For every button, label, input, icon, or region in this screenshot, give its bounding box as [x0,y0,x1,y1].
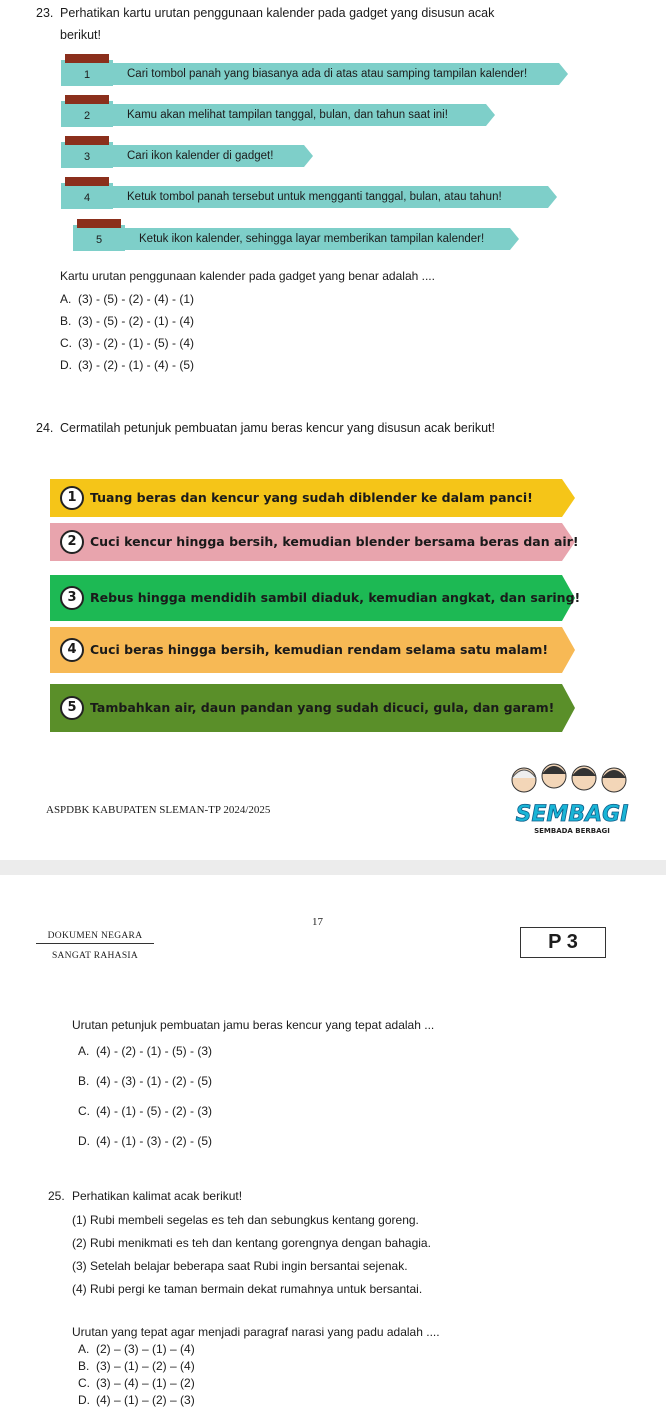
q24-prompt: Urutan petunjuk pembuatan jamu beras kencur yang tepat adalah ... [72,1018,435,1032]
card-number: 2 [83,110,91,122]
step-text: Cuci kencur hingga bersih, kemudian blender bersama beras dan air! [90,534,579,549]
q23-number: 23. [36,6,54,20]
step-text: Cuci beras hingga bersih, kemudian rendam selama satu malam! [90,642,549,657]
q25-sentence-1: (1) Rubi membeli segelas es teh dan sebungkus kentang goreng. [72,1213,419,1227]
q24-option-b[interactable] [78,1074,212,1088]
step-number: 3 [60,586,84,610]
sembagi-logo [502,760,642,838]
step-number: 2 [60,530,84,554]
option-text: (4) - (3) - (1) - (2) - (5) [96,1074,212,1088]
logo-text: SEMBAGI [515,802,629,827]
q25-prompt: Urutan yang tepat agar menjadi paragraf narasi yang padu adalah .... [72,1325,440,1339]
card-number: 1 [83,69,91,81]
q25-sentence-3: (3) Setelah belajar beberapa saat Rubi ingin bersantai sejenak. [72,1259,408,1273]
q25-question-text: Perhatikan kalimat acak berikut! [72,1189,243,1203]
card-number: 3 [83,151,91,163]
packet-code: P 3 [520,927,606,958]
option-letter: C. [60,336,72,350]
q24-question-text: Cermatilah petunjuk pembuatan jamu beras kencur yang disusun acak berikut! [60,421,495,435]
card-text: Ketuk tombol panah tersebut untuk mengganti tanggal, bulan, atau tahun! [127,191,502,203]
q24-number: 24. [36,421,54,435]
option-text: (4) – (1) – (2) – (3) [96,1393,195,1407]
option-letter: A. [60,292,72,306]
option-letter: D. [78,1393,90,1407]
step-number: 1 [60,486,84,510]
q25-option-a[interactable] [78,1342,195,1356]
page-separator [0,860,666,875]
step-number: 4 [60,638,84,662]
q25-option-d[interactable] [78,1393,195,1407]
option-letter: D. [78,1134,90,1148]
option-letter: C. [78,1104,90,1118]
option-text: (3) – (4) – (1) – (2) [96,1376,195,1390]
option-text: (3) - (2) - (1) - (5) - (4) [78,336,194,350]
option-text: (4) - (1) - (5) - (2) - (3) [96,1104,212,1118]
logo-subtext: SEMBADA BERBAGI [534,827,610,835]
page-number: 17 [312,916,323,928]
step-number: 5 [60,696,84,720]
q23-question-line1: Perhatikan kartu urutan penggunaan kalender pada gadget yang disusun acak [60,6,495,20]
option-letter: A. [78,1342,90,1356]
q25-option-b[interactable] [78,1359,195,1373]
option-text: (2) – (3) – (1) – (4) [96,1342,195,1356]
option-letter: D. [60,358,72,372]
q23-question-line2: berikut! [60,28,101,42]
q25-sentence-4: (4) Rubi pergi ke taman bermain dekat rumahnya untuk bersantai. [72,1282,423,1296]
footer-left: ASPDBK KABUPATEN SLEMAN-TP 2024/2025 [46,804,271,816]
step-text: Rebus hingga mendidih sambil diaduk, kemudian angkat, dan saring! [90,590,581,605]
card-text: Kamu akan melihat tampilan tanggal, bulan, dan tahun saat ini! [127,109,448,121]
option-text: (3) – (1) – (2) – (4) [96,1359,195,1373]
q24-option-d[interactable] [78,1134,212,1148]
q25-sentence-2: (2) Rubi menikmati es teh dan kentang gorengnya dengan bahagia. [72,1236,431,1250]
children-illustration-icon [512,764,626,792]
stamp-line1: DOKUMEN NEGARA [36,931,154,944]
option-letter: B. [78,1359,90,1373]
card-text: Ketuk ikon kalender, sehingga layar memberikan tampilan kalender! [139,233,485,245]
option-text: (3) - (5) - (2) - (1) - (4) [78,314,194,328]
option-letter: B. [78,1074,90,1088]
card-text: Cari ikon kalender di gadget! [127,150,274,162]
option-text: (3) - (5) - (2) - (4) - (1) [78,292,194,306]
option-letter: B. [60,314,72,328]
q25-question [48,1189,242,1203]
q25-number: 25. [48,1189,65,1203]
q24-option-a[interactable] [78,1044,212,1058]
q23-prompt: Kartu urutan penggunaan kalender pada gadget yang benar adalah .... [60,269,435,283]
option-text: (3) - (2) - (1) - (4) - (5) [78,358,194,372]
card-text: Cari tombol panah yang biasanya ada di atas atau samping tampilan kalender! [127,68,528,80]
option-text: (4) - (1) - (3) - (2) - (5) [96,1134,212,1148]
card-number: 5 [95,234,103,246]
option-text: (4) - (2) - (1) - (5) - (3) [96,1044,212,1058]
card-number: 4 [83,192,91,204]
option-letter: C. [78,1376,90,1390]
step-text: Tuang beras dan kencur yang sudah diblender ke dalam panci! [90,490,533,505]
q25-option-c[interactable] [78,1376,195,1390]
step-text: Tambahkan air, daun pandan yang sudah dicuci, gula, dan garam! [90,700,555,715]
option-letter: A. [78,1044,90,1058]
stamp-line2: SANGAT RAHASIA [51,951,139,961]
q24-option-c[interactable] [78,1104,212,1118]
